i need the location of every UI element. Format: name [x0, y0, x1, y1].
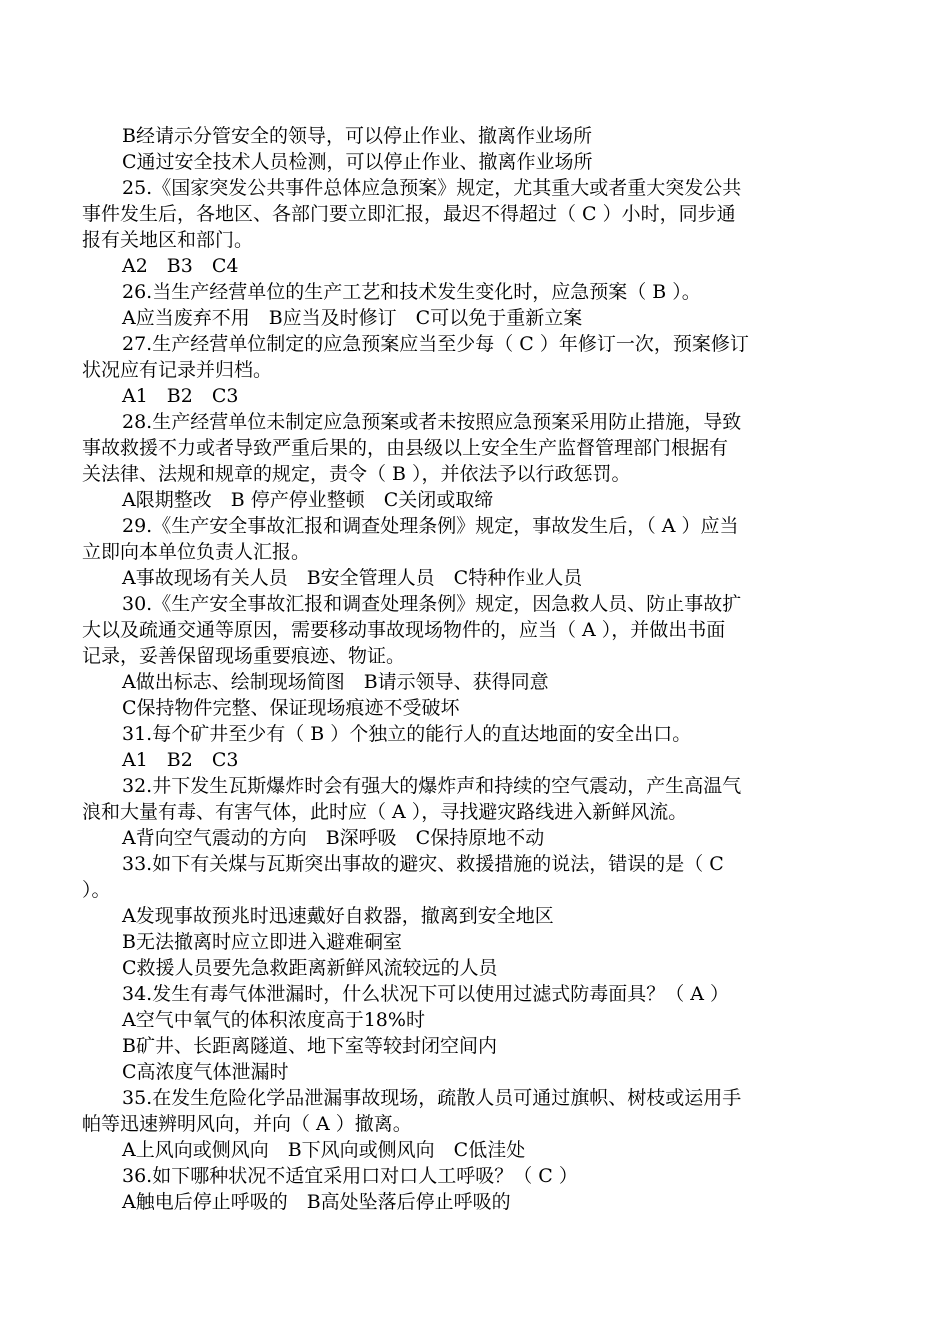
question-line: 34.发生有毒气体泄漏时，什么状况下可以使用过滤式防毒面具？（ A ）	[122, 983, 730, 1005]
text-line: 浪和大量有毒、有害气体，此时应（ A ），寻找避灾路线进入新鲜风流。	[82, 801, 688, 823]
options-line: A2 B3 C4	[122, 255, 239, 277]
text-line: 帕等迅速辨明风向，并向（ A ）撤离。	[82, 1113, 412, 1135]
question-line: 33.如下有关煤与瓦斯突出事故的避灾、救援措施的说法，错误的是（ C	[122, 853, 724, 875]
question-line: 26.当生产经营单位的生产工艺和技术发生变化时，应急预案（ B ）。	[122, 281, 701, 303]
options-line: A应当废弃不用 B应当及时修订 C可以免于重新立案	[122, 307, 583, 329]
text-line: 记录，妥善保留现场重要痕迹、物证。	[82, 645, 406, 667]
options-line: A背向空气震动的方向 B深呼吸 C保持原地不动	[122, 827, 545, 849]
text-line: 事故救援不力或者导致严重后果的，由县级以上安全生产监督管理部门根据有	[82, 437, 729, 459]
options-line: A事故现场有关人员 B安全管理人员 C特种作业人员	[122, 567, 583, 589]
question-line: 31.每个矿井至少有（ B ）个独立的能行人的直达地面的安全出口。	[122, 723, 692, 745]
question-line: 29.《生产安全事故汇报和调查处理条例》规定，事故发生后，（ A ）应当	[122, 515, 739, 537]
options-line: C救援人员要先急救距离新鲜风流较远的人员	[122, 957, 498, 979]
options-line: C保持物件完整、保证现场痕迹不受破坏	[122, 697, 460, 719]
options-line: B无法撤离时应立即进入避难硐室	[122, 931, 402, 953]
text-line: B经请示分管安全的领导，可以停止作业、撤离作业场所	[122, 125, 592, 147]
options-line: A做出标志、绘制现场简图 B请示领导、获得同意	[122, 671, 549, 693]
question-line: 35.在发生危险化学品泄漏事故现场，疏散人员可通过旗帜、树枝或运用手	[122, 1087, 742, 1109]
options-line: A空气中氧气的体积浓度高于18%时	[122, 1009, 425, 1031]
text-line: 大以及疏通交通等原因，需要移动事故现场物件的，应当（ A ），并做出书面	[82, 619, 726, 641]
text-line: 报有关地区和部门。	[82, 229, 254, 251]
text-line: 状况应有记录并归档。	[82, 359, 273, 381]
options-line: B矿井、长距离隧道、地下室等较封闭空间内	[122, 1035, 497, 1057]
options-line: A1 B2 C3	[122, 385, 239, 407]
text-line: ）。	[82, 879, 111, 901]
options-line: A限期整改 B 停产停业整顿 C关闭或取缔	[122, 489, 494, 511]
question-line: 30.《生产安全事故汇报和调查处理条例》规定，因急救人员、防止事故扩	[122, 593, 742, 615]
options-line: A1 B2 C3	[122, 749, 239, 771]
text-line: 事件发生后，各地区、各部门要立即汇报，最迟不得超过（ C ）小时，同步通	[82, 203, 736, 225]
text-line: 关法律、法规和规章的规定，责令（ B ），并依法予以行政惩罚。	[82, 463, 631, 485]
question-line: 36.如下哪种状况不适宜采用口对口人工呼吸？（ C ）	[122, 1165, 578, 1187]
options-line: C高浓度气体泄漏时	[122, 1061, 289, 1083]
options-line: A上风向或侧风向 B下风向或侧风向 C低洼处	[122, 1139, 526, 1161]
question-line: 27.生产经营单位制定的应急预案应当至少每（ C ）年修订一次，预案修订	[122, 333, 749, 355]
options-line: A触电后停止呼吸的 B高处坠落后停止呼吸的	[122, 1191, 511, 1213]
question-line: 28.生产经营单位未制定应急预案或者未按照应急预案采用防止措施，导致	[122, 411, 742, 433]
text-line: C通过安全技术人员检测，可以停止作业、撤离作业场所	[122, 151, 593, 173]
options-line: A发现事故预兆时迅速戴好自救器，撤离到安全地区	[122, 905, 554, 927]
question-line: 25.《国家突发公共事件总体应急预案》规定，尤其重大或者重大突发公共	[122, 177, 742, 199]
question-line: 32.井下发生瓦斯爆炸时会有强大的爆炸声和持续的空气震动，产生高温气	[122, 775, 742, 797]
text-line: 立即向本单位负责人汇报。	[82, 541, 311, 563]
